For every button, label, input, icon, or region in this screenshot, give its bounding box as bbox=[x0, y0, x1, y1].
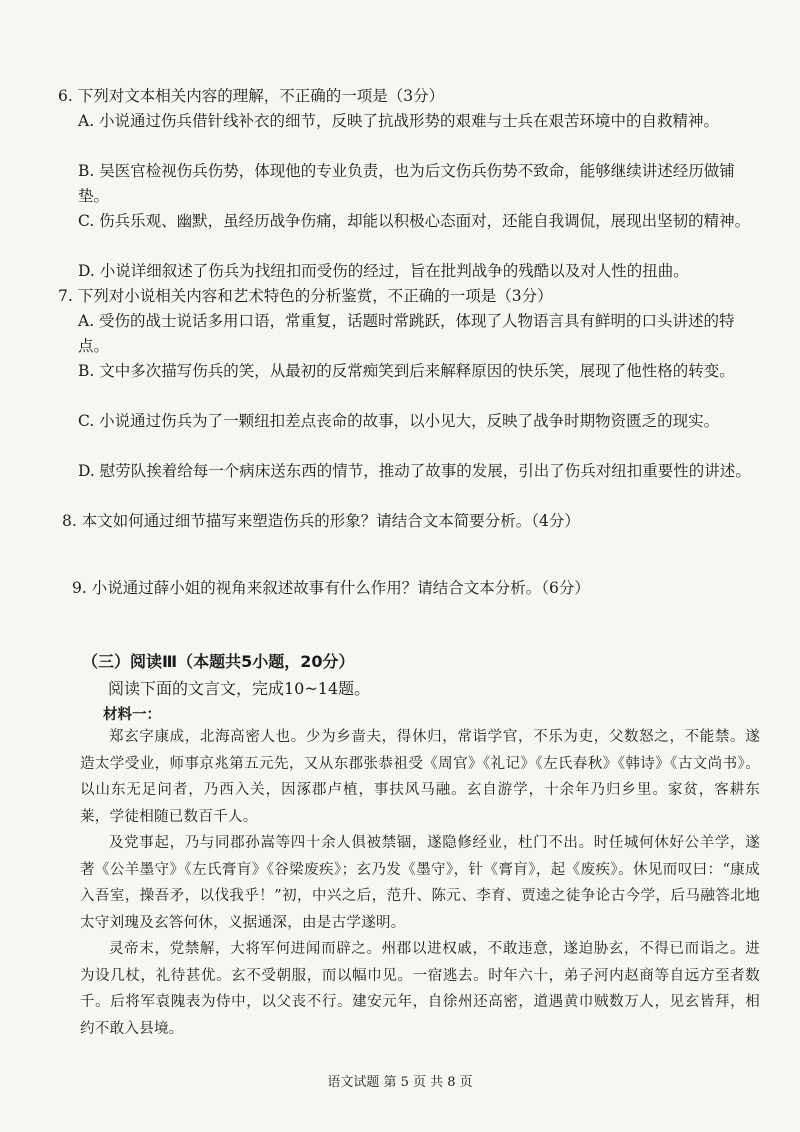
section-3-intro: 阅读下面的文言文，完成10~14题。 bbox=[108, 679, 371, 698]
paragraph-2-text: 及党事起，乃与同郡孙嵩等四十余人俱被禁锢，遂隐修经业，杜门不出。时任城何休好公羊学，遂著《公羊墨守》《左氏膏肓》《谷梁废疾》；玄乃发《墨守》，针《膏肓》，起《废疾》。休见而叹曰：“康成入吾室，操吾矛，以伐我乎！”初，中兴之后，范升、陈元、李育、贾逵之徒争论古今学，后马融答北地太守刘瑰及玄答何休，义据通深，由是古学遂明。 bbox=[80, 835, 760, 931]
question-9: 9. 小说通过薛小姐的视角来叙述故事有什么作用？请结合文本分析。（6分） bbox=[72, 579, 590, 597]
question-6-stem: 6. 下列对文本相关内容的理解，不正确的一项是（3分） bbox=[58, 87, 445, 105]
classical-text-paragraph-2 bbox=[80, 830, 760, 936]
material-1-label: 材料一： bbox=[103, 707, 161, 723]
question-6-option-c: C. 伤兵乐观、幽默，虽经历战争伤痛，却能以积极心态面对，还能自我调侃，展现出坚韧的精神。 bbox=[78, 212, 751, 230]
question-7-option-c: C. 小说通过伤兵为了一颗纽扣差点丧命的故事，以小见大，反映了战争时期物资匮乏的现实。 bbox=[78, 412, 720, 430]
question-7-option-a: A. 受伤的战士说话多用口语，常重复，话题时常跳跃，体现了人物语言具有鲜明的口头讲述的特点。 bbox=[78, 312, 735, 355]
paragraph-3-text: 灵帝末，党禁解，大将军何进闻而辟之。州郡以进权戚，不敢违意，遂迫胁玄，不得已而诣之。进为设几杖，礼待甚优。玄不受朝服，而以幅巾见。一宿逃去。时年六十，弟子河内赵商等自远方至者数千。后将军袁隗表为侍中，以父丧不行。建安元年，自徐州还高密，道遇黄巾贼数万人，见玄皆拜，相约不敢入县境。 bbox=[80, 941, 760, 1037]
paragraph-1-text: 郑玄字康成，北海高密人也。少为乡啬夫，得休归，常诣学官，不乐为吏，父数怒之，不能禁。遂造太学受业，师事京兆第五元先，又从东郡张恭祖受《周官》《礼记》《左氏春秋》《韩诗》《古文尚书》。以山东无足问者，乃西入关，因涿郡卢植，事扶风马融。玄自游学，十余年乃归乡里。家贫，客耕东莱，学徒相随已数百千人。 bbox=[80, 729, 760, 825]
classical-text-paragraph-3 bbox=[80, 936, 760, 1042]
page-footer: 语文试题 第 5 页 共 8 页 bbox=[327, 1075, 473, 1090]
classical-text-paragraph-1 bbox=[80, 724, 760, 830]
question-8: 8. 本文如何通过细节描写来塑造伤兵的形象？请结合文本简要分析。（4分） bbox=[62, 512, 580, 530]
question-7-stem: 7. 下列对小说相关内容和艺术特色的分析鉴赏，不正确的一项是（3分） bbox=[58, 287, 553, 305]
question-6-option-d: D. 小说详细叙述了伤兵为找纽扣而受伤的经过，旨在批判战争的残酷以及对人性的扭曲。 bbox=[78, 262, 689, 280]
question-7-option-d: D. 慰劳队挨着给每一个病床送东西的情节，推动了故事的发展，引出了伤兵对纽扣重要性的讲述。 bbox=[78, 462, 751, 480]
question-7-option-b: B. 文中多次描写伤兵的笑，从最初的反常痴笑到后来解释原因的快乐笑，展现了他性格的转变。 bbox=[78, 362, 735, 380]
question-6-option-a: A. 小说通过伤兵借针线补衣的细节，反映了抗战形势的艰难与士兵在艰苦环境中的自救精神。 bbox=[78, 112, 720, 130]
question-6-option-b: B. 吴医官检视伤兵伤势，体现他的专业负责，也为后文伤兵伤势不致命，能够继续讲述经历做铺垫。 bbox=[78, 162, 735, 205]
section-3-title: （三）阅读Ⅲ（本题共5小题，20分） bbox=[82, 652, 355, 671]
